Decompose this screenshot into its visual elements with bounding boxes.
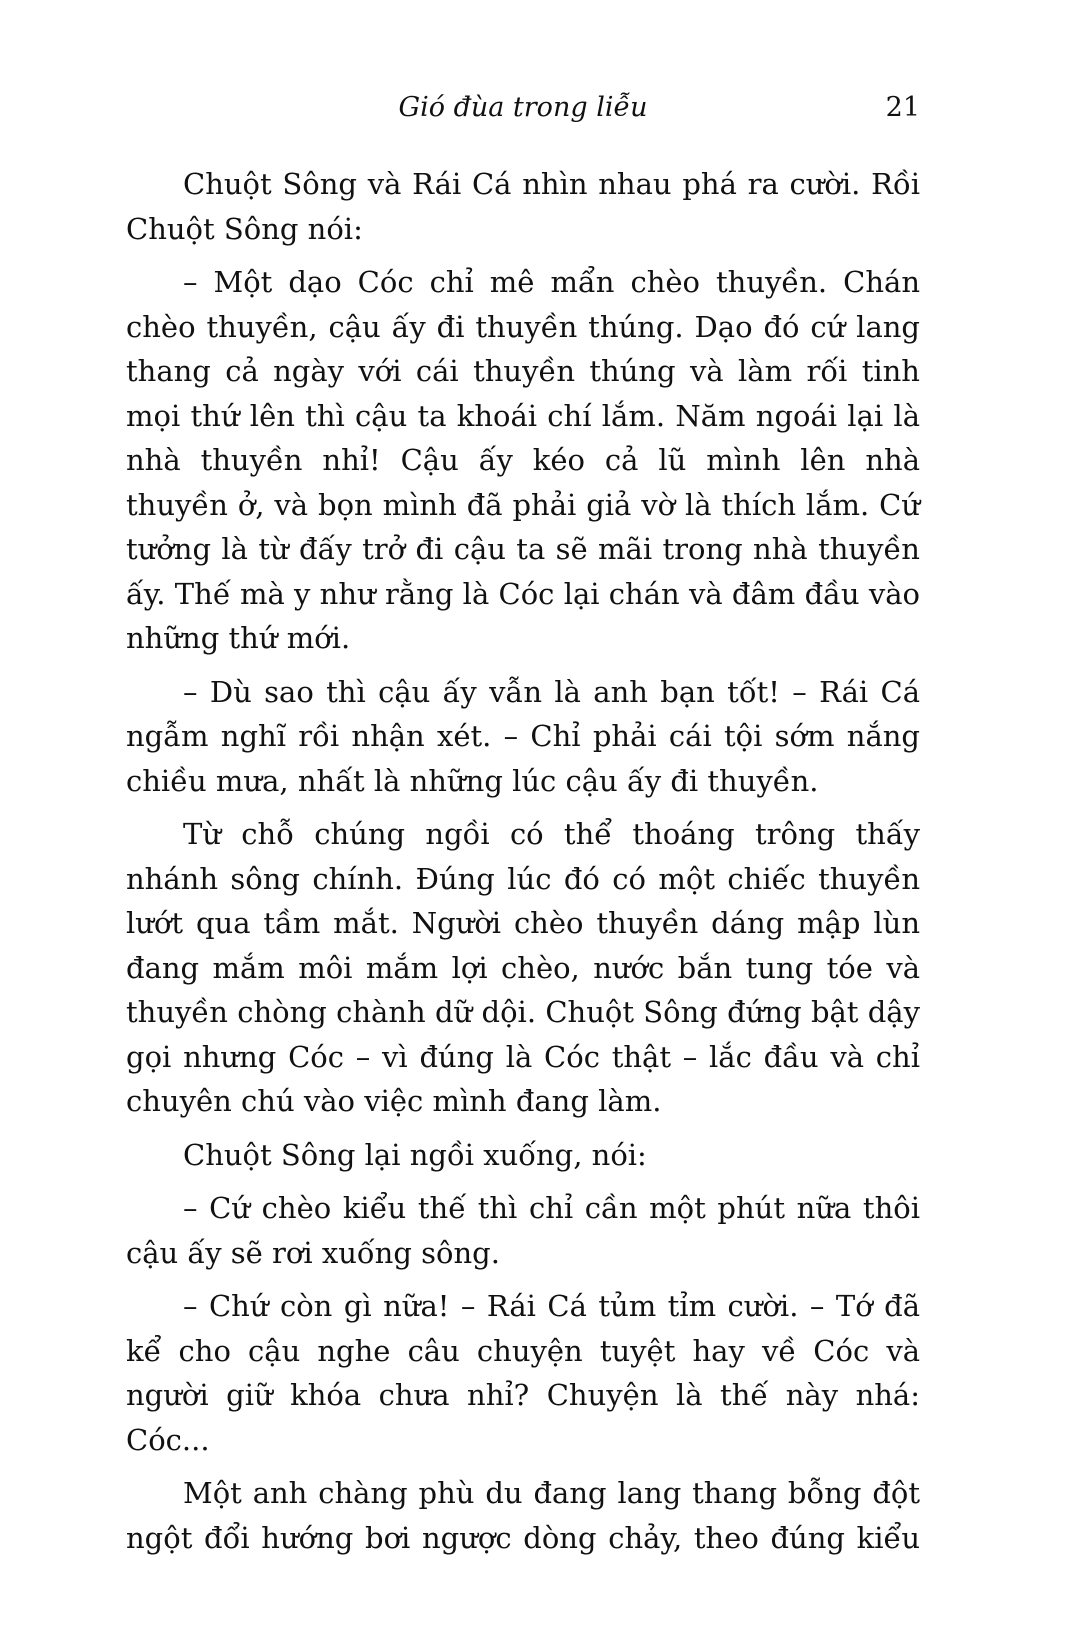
running-header — [126, 88, 920, 128]
body-text — [126, 162, 920, 1560]
running-title: Gió đùa trong liễu — [398, 92, 648, 123]
paragraph-5: Chuột Sông lại ngồi xuống, nói: — [183, 1137, 647, 1172]
paragraph-8: Một anh chàng phù du đang lang thang bỗng đột ngột đổi hướng bơi ngược dòng chảy, theo đúng kiểu — [126, 1476, 920, 1555]
paragraph-6: – Cứ chèo kiểu thế thì chỉ cần một phút nữa thôi cậu ấy sẽ rơi xuống sông. — [126, 1191, 920, 1270]
paragraph-1: Chuột Sông và Rái Cá nhìn nhau phá ra cười. Rồi Chuột Sông nói: — [126, 167, 920, 246]
paragraph-2: – Một dạo Cóc chỉ mê mẩn chèo thuyền. Chán chèo thuyền, cậu ấy đi thuyền thúng. Dạo đó cứ lang thang cả ngày với cái thuyền thúng và làm rối tinh mọi thứ lên thì cậu ta khoái chí lắm. Năm ngoái lại là nhà thuyền nhỉ! Cậu ấy kéo cả lũ mình lên nhà thuyền ở, và bọn mình đã phải giả vờ là thích lắm. Cứ tưởng là từ đấy trở đi cậu ta sẽ mãi trong nhà thuyền ấy. Thế mà y như rằng là Cóc lại chán và đâm đầu vào những thứ mới. — [126, 265, 920, 655]
paragraph-4: Từ chỗ chúng ngồi có thể thoáng trông thấy nhánh sông chính. Đúng lúc đó có một chiếc thuyền lướt qua tầm mắt. Người chèo thuyền dáng mập lùn đang mắm môi mắm lợi chèo, nước bắn tung tóe và thuyền chòng chành dữ dội. Chuột Sông đứng bật dậy gọi nhưng Cóc – vì đúng là Cóc thật – lắc đầu và chỉ chuyên chú vào việc mình đang làm. — [126, 817, 920, 1118]
paragraph-7: – Chứ còn gì nữa! – Rái Cá tủm tỉm cười. – Tớ đã kể cho cậu nghe câu chuyện tuyệt hay về Cóc và người giữ khóa chưa nhỉ? Chuyện là thế này nhá: Cóc... — [126, 1289, 920, 1457]
paragraph-3: – Dù sao thì cậu ấy vẫn là anh bạn tốt! – Rái Cá ngẫm nghĩ rồi nhận xét. – Chỉ phải cái tội sớm nắng chiều mưa, nhất là những lúc cậu ấy đi thuyền. — [126, 674, 920, 798]
page-number: 21 — [885, 92, 920, 123]
